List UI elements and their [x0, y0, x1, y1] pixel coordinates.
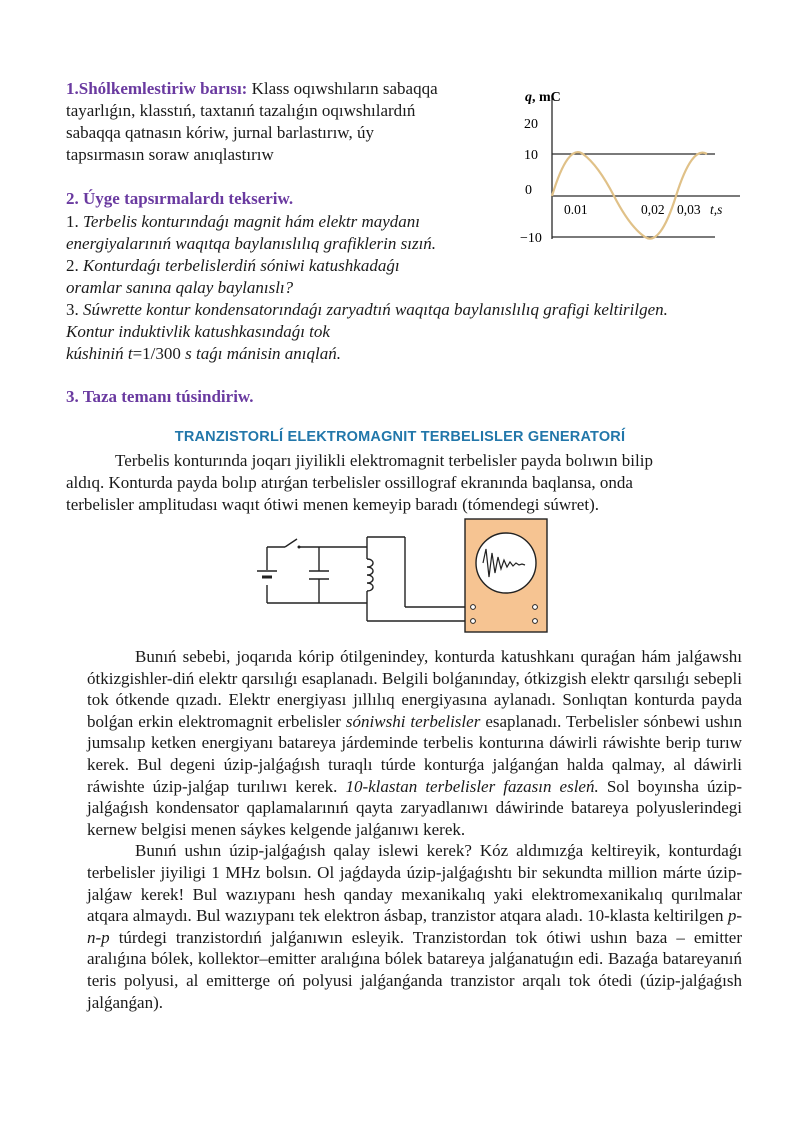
question-1-line1	[66, 211, 420, 233]
section1-line4: tapsırmasın soraw anıqlastırıw	[66, 145, 274, 164]
graph-grid	[552, 95, 740, 239]
paragraph-1-term: sóniwshi terbelisler	[345, 711, 481, 731]
scope-terminal-4	[533, 619, 538, 624]
section-heading: TRANZISTORLÍ ELEKTROMAGNIT TERBELISLER GENERATORÍ	[174, 429, 626, 445]
oscilloscope-screen	[476, 533, 536, 593]
question-3-var-t: t	[127, 344, 133, 363]
paragraph-1-c: Sol boyınsha úzip-jalǵaǵısh kondensator qaplamalarınıń qayta zaryadlanıwı dáwirinde batareya polyuslerindegi kernew belgisi menen sáykes kelgende jalǵanıwı kerek.	[87, 776, 742, 839]
intro-line1: Terbelis konturında joqarı jiyilikli elektromagnit terbelisler payda bolıwın bilip	[115, 451, 653, 470]
question-1-text-a: Terbelis konturındaǵı magnit hám elektr maydanı	[83, 212, 420, 231]
question-3-number: 3.	[66, 300, 83, 319]
question-2-text-b: oramlar sanına qalay baylanıslı?	[66, 278, 294, 297]
graph-xtick-002: 0,02	[641, 202, 665, 217]
section1-line3: sabaqqa qatnasın kóriw, jurnal barlastırıw, úy	[66, 123, 374, 142]
switch-blade	[285, 539, 297, 547]
graph-ytick-minus10: −10	[520, 231, 542, 246]
paragraph-2-b: túrdegi tranzistordıń jalǵanıwın esleyik. Tranzistordan tok ótiwi ushın baza – emitter aralıǵına bólek, kollektor–emitter aralıǵına bólek batareya jalǵanatuǵın edi. Bazaǵa batareyanıń teris polyusi, al emitterge oń polyusi jalǵanǵanda tranzistor arqalı tok ótedi (úzip-jalǵaǵısh jalǵanǵan).	[87, 927, 742, 1012]
body-text	[87, 646, 742, 1013]
graph-xlabel: t,s	[710, 202, 723, 217]
section3-title: 3. Taza temanı túsindiriw.	[66, 387, 254, 406]
section2-title: 2. Úyge tapsırmalardı tekseriw.	[66, 189, 294, 208]
question-2-number: 2.	[66, 256, 83, 275]
question-2-line1	[66, 255, 400, 277]
intro-line3: terbelisler amplitudası waqıt ótiwi menen kemeyip baradı (tómendegi súwret).	[66, 495, 599, 514]
circuit-wires	[267, 537, 465, 621]
graph-ytick-0: 0	[525, 183, 532, 198]
paragraph-1	[87, 646, 742, 840]
graph-ylabel-q: q	[525, 90, 532, 105]
paragraph-2-pnp: p-n-p	[87, 906, 742, 947]
scope-terminal-3	[533, 605, 538, 610]
graph-xtick-003: 0,03	[677, 202, 701, 217]
graph-ytick-20: 20	[524, 117, 538, 132]
section1-title: 1.Shólkemlestiriw barısı:	[66, 79, 248, 98]
section1-line1	[66, 78, 438, 100]
paragraph-1-a: Bunıń sebebi, joqarıda kórip ótilgenindey, konturda katushkanı quraǵan hám jalǵawshı ótkizgishler-diń elektr qarsılıǵı esaplanadı. Belgili bolǵanınday, ótkizgish elektr qarsılıǵı sebepli tok ótkende qızadı. Elektr energiyası jıllılıq energiyasına aylanadı. Sonlıqtan konturda payda bolǵan erkin elektromagnit erbelisler	[87, 647, 742, 731]
graph-ytick-10: 10	[524, 148, 538, 163]
intro-line2: aldıq. Konturda payda bolıp atırǵan terbelisler ossillograf ekranında baqlansa, onda	[66, 473, 633, 492]
question-3-value: =1/300	[132, 344, 186, 363]
question-3-text-a: Súwrette kontur kondensatorındaǵı zaryadtıń waqıtqa baylanıslılıq grafigi keltirilgen.	[83, 300, 668, 319]
switch-contact	[298, 546, 301, 549]
question-3-text-b: Kontur induktivlik katushkasındaǵı tok	[66, 322, 330, 341]
question-1-text-b: energiyalarınıń waqıtqa baylanıslılıq grafiklerin sızıń.	[66, 234, 437, 253]
oscillator-circuit-figure	[255, 515, 555, 637]
paragraph-1-b: esaplanadı. Terbelisler sónbewi ushın jumsalıp ketken energiyanı batareya járdeminde terbelis konturına dáwirli ráwishte berip turıw kerek. Bul degeni úzip-jalǵaǵısh turaqlı túrde konturǵa jalǵanǵan halda qalmay, al dáwirli ráwishte úzip-jalǵap turılıwı kerek.	[87, 711, 742, 796]
paragraph-2-a: Bunıń ushın úzip-jalǵaǵısh qalay islewi kerek? Kóz aldımızǵa keltireyik, konturdaǵı terbelisler jiyiligi 1 MHz bolsın. Ol jaǵdayda úzip-jalǵaǵıshtı bir sekundta million márte úzip-jalǵaw kerek! Bul wazıypanı hesh qanday mexanikalıq yaki elektromexanikalıq qurılmalar atqara almaydı. Bul wazıypanı tek elektron ásbap, tranzistor atqara aladı. 10-klasta keltirilgen	[87, 841, 742, 926]
scope-input-terminal-1	[471, 605, 476, 610]
question-3-line3	[66, 343, 341, 365]
charge-time-graph	[515, 83, 755, 253]
graph-xtick-001: 0.01	[564, 202, 588, 217]
paragraph-1-note: 10-klastan terbelisler fazasın esleń.	[345, 776, 599, 796]
graph-ylabel-unit: , mC	[532, 90, 561, 105]
graph-ylabel	[525, 90, 561, 105]
section1-line1-text: Klass oqıwshıların sabaqqa	[247, 79, 438, 98]
paragraph-2	[87, 840, 742, 1013]
coil-winding	[367, 559, 373, 591]
question-1-number: 1.	[66, 212, 83, 231]
question-3-text-c-pre: kúshiniń	[66, 344, 128, 363]
section1-line2: tayarlıǵın, klasstıń, taxtanıń tazalıǵın oqıwshılardıń	[66, 101, 416, 120]
question-3-line1	[66, 299, 668, 321]
scope-input-terminal-2	[471, 619, 476, 624]
question-3-text-c-post: s taǵı mánisin anıqlań.	[185, 344, 342, 363]
question-2-text-a: Konturdaǵı terbelislerdiń sóniwi katushkadaǵı	[83, 256, 400, 275]
